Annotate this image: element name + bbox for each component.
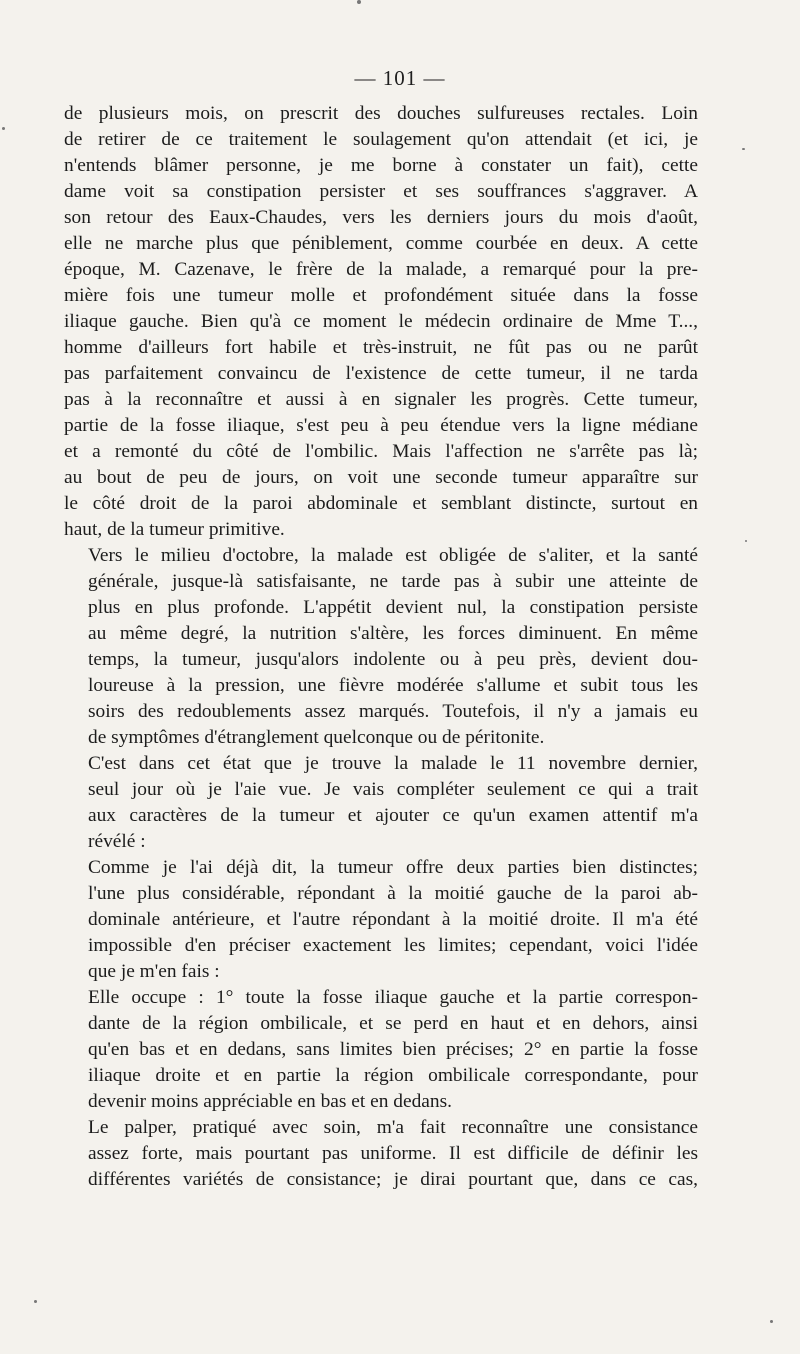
text-line: l'une plus considérable, répondant à la moitié gauche de la paroi ab-: [88, 883, 698, 904]
text-line: au même degré, la nutrition s'altère, les forces diminuent. En même: [88, 623, 698, 644]
text-line: qu'en bas et en dedans, sans limites bien précises; 2° en partie la fosse: [88, 1039, 698, 1060]
text-line: que je m'en fais :: [88, 961, 220, 982]
text-line: dante de la région ombilicale, et se perd en haut et en dehors, ainsi: [88, 1013, 698, 1034]
paragraph: [64, 985, 698, 1115]
text-line: différentes variétés de consistance; je dirai pourtant que, dans ce cas,: [88, 1169, 698, 1190]
text-line: n'entends blâmer personne, je me borne à constater un fait), cette: [64, 155, 698, 176]
text-line: pas à la reconnaître et aussi à en signaler les progrès. Cette tumeur,: [64, 389, 698, 410]
text-line: dominale antérieure, et l'autre répondant à la moitié droite. Il m'a été: [88, 909, 698, 930]
text-line: au bout de peu de jours, on voit une seconde tumeur apparaître sur: [64, 467, 698, 488]
text-line: de symptômes d'étranglement quelconque ou de péritonite.: [88, 727, 545, 748]
text-line: loureuse à la pression, une fièvre modérée s'allume et subit tous les: [88, 675, 698, 696]
paper-speck: [742, 148, 745, 150]
text-line: Vers le milieu d'octobre, la malade est obligée de s'aliter, et la santé: [88, 545, 698, 566]
paragraph: [64, 543, 698, 751]
text-line: impossible d'en préciser exactement les limites; cependant, voici l'idée: [88, 935, 698, 956]
text-line: son retour des Eaux-Chaudes, vers les derniers jours du mois d'août,: [64, 207, 698, 228]
paragraph: [64, 751, 698, 855]
paragraph: [64, 855, 698, 985]
text-line: et a remonté du côté de l'ombilic. Mais l'affection ne s'arrête pas là;: [64, 441, 698, 462]
text-line: de retirer de ce traitement le soulagement qu'on attendait (et ici, je: [64, 129, 698, 150]
text-line: révélé :: [88, 831, 146, 852]
text-line: soirs des redoublements assez marqués. Toutefois, il n'y a jamais eu: [88, 701, 698, 722]
text-line: plus en plus profonde. L'appétit devient nul, la constipation persiste: [88, 597, 698, 618]
text-line: partie de la fosse iliaque, s'est peu à peu étendue vers la ligne médiane: [64, 415, 698, 436]
text-line: C'est dans cet état que je trouve la malade le 11 novembre dernier,: [88, 753, 698, 774]
text-line: aux caractères de la tumeur et ajouter ce qu'un examen attentif m'a: [88, 805, 698, 826]
text-line: temps, la tumeur, jusqu'alors indolente ou à peu près, devient dou-: [88, 649, 698, 670]
text-line: haut, de la tumeur primitive.: [64, 519, 285, 540]
page-number: — 101 —: [354, 66, 446, 90]
paragraph: [64, 101, 698, 543]
text-line: le côté droit de la paroi abdominale et semblant distincte, surtout en: [64, 493, 698, 514]
text-line: de plusieurs mois, on prescrit des douches sulfureuses rectales. Loin: [64, 103, 698, 124]
paper-speck: [357, 0, 361, 4]
paragraph: [64, 1115, 698, 1193]
text-line: mière fois une tumeur molle et profondément située dans la fosse: [64, 285, 698, 306]
text-line: époque, M. Cazenave, le frère de la malade, a remarqué pour la pre-: [64, 259, 698, 280]
paper-speck: [34, 1300, 37, 1303]
text-line: devenir moins appréciable en bas et en dedans.: [88, 1091, 452, 1112]
text-line: seul jour où je l'aie vue. Je vais compléter seulement ce qui a trait: [88, 779, 698, 800]
text-line: Elle occupe : 1° toute la fosse iliaque gauche et la partie correspon-: [88, 987, 698, 1008]
text-line: dame voit sa constipation persister et ses souffrances s'aggraver. A: [64, 181, 698, 202]
text-line: assez forte, mais pourtant pas uniforme. Il est difficile de définir les: [88, 1143, 698, 1164]
text-line: générale, jusque-là satisfaisante, ne tarde pas à subir une atteinte de: [88, 571, 698, 592]
text-line: Comme je l'ai déjà dit, la tumeur offre deux parties bien distinctes;: [88, 857, 698, 878]
text-line: pas parfaitement convaincu de l'existence de cette tumeur, il ne tarda: [64, 363, 698, 384]
text-line: elle ne marche plus que péniblement, comme courbée en deux. A cette: [64, 233, 698, 254]
text-line: homme d'ailleurs fort habile et très-instruit, ne fût pas ou ne parût: [64, 337, 698, 358]
paper-speck: [770, 1320, 773, 1323]
text-line: iliaque droite et en partie la région ombilicale correspondante, pour: [88, 1065, 698, 1086]
text-line: Le palper, pratiqué avec soin, m'a fait reconnaître une consistance: [88, 1117, 698, 1138]
paper-speck: [745, 540, 747, 542]
body-text: [64, 101, 698, 1193]
paper-speck: [2, 127, 5, 130]
text-line: iliaque gauche. Bien qu'à ce moment le médecin ordinaire de Mme T...,: [64, 311, 698, 332]
